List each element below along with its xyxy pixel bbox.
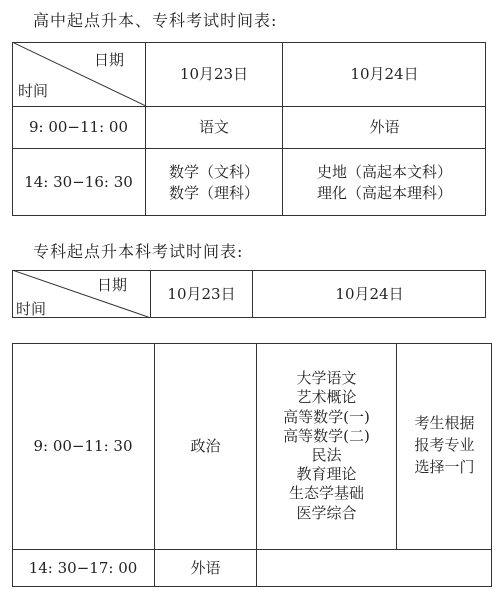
- subject-item: 民法: [311, 446, 342, 464]
- table1-row2-day1-line2: 数学（理科）: [168, 183, 259, 202]
- table2-header-date: 日期: [97, 276, 128, 294]
- subject-item: 生态学基础: [288, 484, 364, 503]
- note-line: 选择一门: [414, 457, 475, 476]
- table2-col2-date: 10月24日: [335, 284, 404, 303]
- table2-row1-time: 9: 00−11: 30: [33, 436, 133, 455]
- table2-caption: 专科起点升本科考试时间表:: [33, 242, 244, 261]
- table2-row1-day2-note: [397, 343, 492, 549]
- note-line: 报考专业: [414, 436, 475, 455]
- table1-row2-day2-line1: 史地（高起本文科）: [316, 163, 452, 182]
- table1-row2-day1-line1: 数学（文科）: [168, 163, 259, 182]
- table2-row2-day1: 外语: [190, 559, 221, 578]
- table2-row1-day1: 政治: [190, 436, 221, 455]
- table2-col1-date: 10月23日: [167, 284, 236, 303]
- subject-item: 大学语文: [296, 369, 357, 388]
- table2-row2-time: 14: 30−17: 00: [28, 559, 138, 578]
- table1-row1-day2: 外语: [369, 118, 400, 137]
- table1-row2-day2-line2: 理化（高起本理科）: [316, 183, 452, 202]
- table1-col1-date: 10月23日: [179, 64, 249, 83]
- table1-header-time: 时间: [18, 82, 49, 100]
- table1-row2-day2: [283, 149, 486, 216]
- table1-row1-time: 9: 00−11: 00: [28, 118, 129, 137]
- table2-row1-day2-subjects: [257, 343, 396, 549]
- table1-header-date: 日期: [94, 51, 125, 69]
- table1-row2-time: 14: 30−16: 30: [24, 173, 133, 192]
- note-line: 考生根据: [414, 414, 475, 433]
- table1-col2-date: 10月24日: [350, 64, 419, 83]
- subject-item: 高等数学(二): [283, 426, 370, 445]
- subject-item: 艺术概论: [296, 388, 357, 407]
- table1-caption: 高中起点升本、专科考试时间表:: [33, 11, 278, 30]
- table2-header-time: 时间: [16, 300, 47, 318]
- table1-row2-day1: [146, 149, 282, 216]
- subject-item: 高等数学(一): [283, 407, 370, 426]
- subject-item: 教育理论: [296, 465, 357, 484]
- subject-item: 医学综合: [296, 503, 357, 522]
- table1-row1-day1: 语文: [198, 118, 229, 137]
